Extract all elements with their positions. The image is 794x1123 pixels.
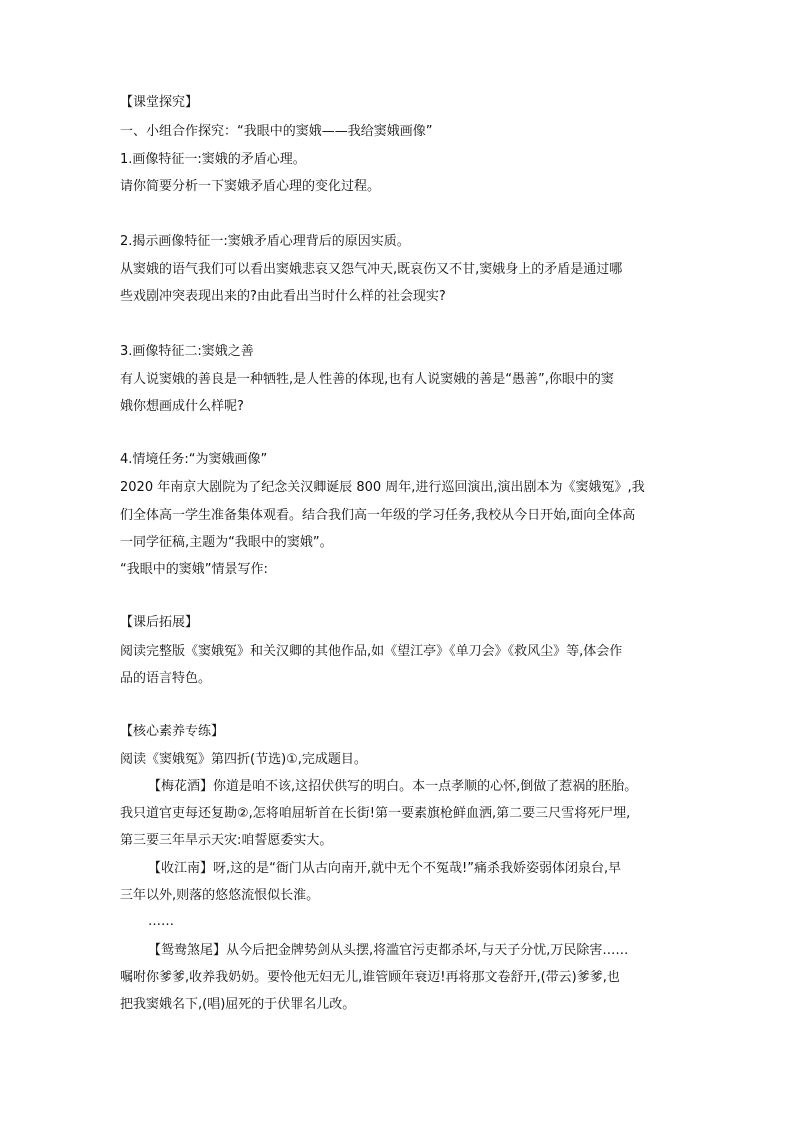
passage-yuanyangshawei-line: 【鸳鸯煞尾】从今后把金牌势剑从头摆,将滥官污吏都杀坏,与天子分忧,万民除害……: [148, 943, 629, 958]
after-class-text-line: 阅读完整版《窦娥冤》和关汉卿的其他作品,如《望江亭》《单刀会》《救风尘》等,体会作: [120, 644, 623, 659]
passage-ellipsis: ……: [148, 914, 174, 929]
q2-title: 2.揭示画像特征一:窦娥矛盾心理背后的原因实质。: [120, 234, 410, 249]
q1-prompt: 请你简要分析一下窦娥矛盾心理的变化过程。: [120, 179, 381, 194]
passage-shoujiangnan-line: 三年以外,则落的悠悠流恨似长淮。: [120, 888, 320, 903]
q4-writing-prompt: “我眼中的窦娥”情景写作:: [120, 562, 268, 577]
q3-text-line: 有人说窦娥的善良是一种牺牲,是人性善的体现,也有人说窦娥的善是“愚善”,你眼中的窦: [120, 372, 614, 387]
passage-meihuajiu-line: 【梅花酒】你道是咱不该,这招伏供写的明白。本一点孝顺的心怀,倒做了惹祸的胚胎。: [148, 779, 638, 794]
q4-title: 4.情境任务:“为窦娥画像”: [120, 452, 268, 467]
q2-text-line: 些戏剧冲突表现出来的?由此看出当时什么样的社会现实?: [120, 289, 446, 304]
q3-text-line: 娥你想画成什么样呢?: [120, 399, 244, 414]
section-heading-core: 【核心素养专练】: [120, 724, 225, 739]
passage-meihuajiu-line: 我只道官吏每还复勘②,怎将咱屈斩首在长街!第一要素旗枪鲜血洒,第二要三尺雪将死尸埋,: [120, 806, 631, 821]
core-intro: 阅读《窦娥冤》第四折(节选)①,完成题目。: [120, 752, 367, 767]
passage-meihuajiu-line: 第三要三年旱示天灾:咱誓愿委实大。: [120, 833, 333, 848]
q4-text-line: 2020 年南京大剧院为了纪念关汉卿诞辰 800 周年,进行巡回演出,演出剧本为《窦娥冤》,我: [120, 480, 645, 495]
q3-title: 3.画像特征二:窦娥之善: [120, 344, 254, 359]
task-title: 一、小组合作探究：“我眼中的窦娥——我给窦娥画像”: [120, 124, 433, 139]
q2-text-line: 从窦娥的语气我们可以看出窦娥悲哀又怨气冲天,既哀伤又不甘,窦娥身上的矛盾是通过哪: [120, 262, 623, 277]
q4-text-line: 们全体高一学生准备集体观看。结合我们高一年级的学习任务,我校从今日开始,面向全体高: [120, 508, 636, 523]
section-heading-after-class: 【课后拓展】: [120, 615, 199, 630]
q1-title: 1.画像特征一:窦娥的矛盾心理。: [120, 152, 306, 167]
section-heading-classroom: 【课堂探究】: [120, 95, 199, 110]
after-class-text-line: 品的语言特色。: [120, 671, 212, 686]
passage-yuanyangshawei-line: 把我窦娥名下,(唱)屈死的于伏罪名儿改。: [120, 997, 356, 1012]
passage-yuanyangshawei-line: 嘱咐你爹爹,收养我奶奶。要怜他无妇无儿,谁管顾年衰迈!再将那文卷舒开,(带云)爹爹,也: [120, 970, 620, 985]
q4-text-line: 一同学征稿,主题为“我眼中的窦娥”。: [120, 535, 333, 550]
passage-shoujiangnan-line: 【收江南】呀,这的是“衙门从古向南开,就中无个不冤哉!”痛杀我娇姿弱体闭泉台,早: [148, 861, 622, 876]
